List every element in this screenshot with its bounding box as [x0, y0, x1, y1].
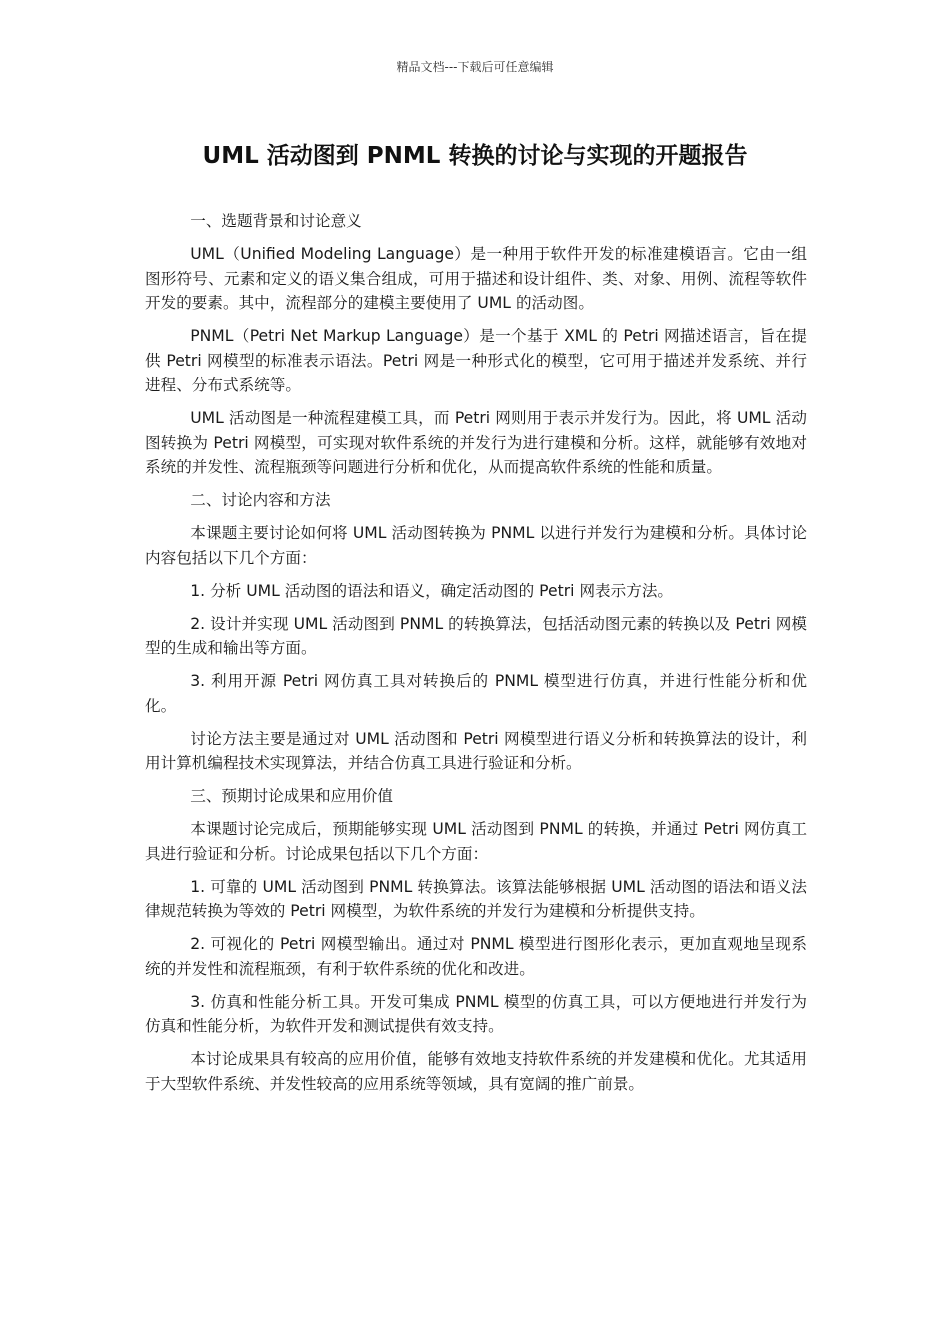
list-item-content-2: 2. 设计并实现 UML 活动图到 PNML 的转换算法，包括活动图元素的转换以及 Petri 网模型的生成和输出等方面。 — [145, 614, 808, 657]
list-item-content-1: 1. 分析 UML 活动图的语法和语义，确定活动图的 Petri 网表示方法。 — [190, 581, 674, 600]
section-heading-background: 一、选题背景和讨论意义 — [190, 212, 362, 230]
paragraph-significance: UML 活动图是一种流程建模工具，而 Petri 网则用于表示并发行为。因此，将 UML 活动图转换为 Petri 网模型，可实现对软件系统的并发行为进行建模和分析。这样，就能够有效地对系统的并发性、流程瓶颈等问题进行分析和优化，从而提高软件系统的性能和质量。 — [145, 409, 807, 476]
list-item-result-1: 1. 可靠的 UML 活动图到 PNML 转换算法。该算法能够根据 UML 活动图的语法和语义法律规范转换为等效的 Petri 网模型，为软件系统的并发行为建模和分析提供支持。 — [145, 877, 807, 920]
section-heading-results-value: 三、预期讨论成果和应用价值 — [190, 787, 393, 805]
section-heading-content-methods: 二、讨论内容和方法 — [190, 491, 331, 509]
paragraph-methods: 讨论方法主要是通过对 UML 活动图和 Petri 网模型进行语义分析和转换算法的设计，利用计算机编程技术实现算法，并结合仿真工具进行验证和分析。 — [145, 729, 807, 772]
document-title: UML 活动图到 PNML 转换的讨论与实现的开题报告 — [202, 143, 748, 169]
list-item-content-3: 3. 利用开源 Petri 网仿真工具对转换后的 PNML 模型进行仿真，并进行性能分析和优化。 — [145, 672, 807, 715]
list-item-result-2: 2. 可视化的 Petri 网模型输出。通过对 PNML 模型进行图形化表示，更加直观地呈现系统的并发性和流程瓶颈，有利于软件系统的优化和改进。 — [145, 935, 807, 978]
page-header: 精品文档---下载后可任意编辑 — [396, 60, 554, 74]
paragraph-content-intro: 本课题主要讨论如何将 UML 活动图转换为 PNML 以进行并发行为建模和分析。具体讨论内容包括以下几个方面： — [145, 524, 807, 567]
paragraph-conclusion: 本讨论成果具有较高的应用价值，能够有效地支持软件系统的并发建模和优化。尤其适用于大型软件系统、并发性较高的应用系统等领域，具有宽阔的推广前景。 — [145, 1050, 807, 1093]
document-body — [145, 209, 807, 1105]
paragraph-results-intro: 本课题讨论完成后，预期能够实现 UML 活动图到 PNML 的转换，并通过 Petri 网仿真工具进行验证和分析。讨论成果包括以下几个方面： — [145, 820, 807, 863]
list-item-result-3: 3. 仿真和性能分析工具。开发可集成 PNML 模型的仿真工具，可以方便地进行并发行为仿真和性能分析，为软件开发和测试提供有效支持。 — [145, 992, 807, 1035]
paragraph-uml-intro: UML（Unified Modeling Language）是一种用于软件开发的标准建模语言。它由一组图形符号、元素和定义的语义集合组成，可用于描述和设计组件、类、对象、用例、流程等软件开发的要素。其中，流程部分的建模主要使用了 UML 的活动图。 — [145, 245, 807, 312]
paragraph-pnml-intro: PNML（Petri Net Markup Language）是一个基于 XML 的 Petri 网描述语言，旨在提供 Petri 网模型的标准表示语法。Petri 网是一种形式化的模型，它可用于描述并发系统、并行进程、分布式系统等。 — [145, 327, 807, 394]
